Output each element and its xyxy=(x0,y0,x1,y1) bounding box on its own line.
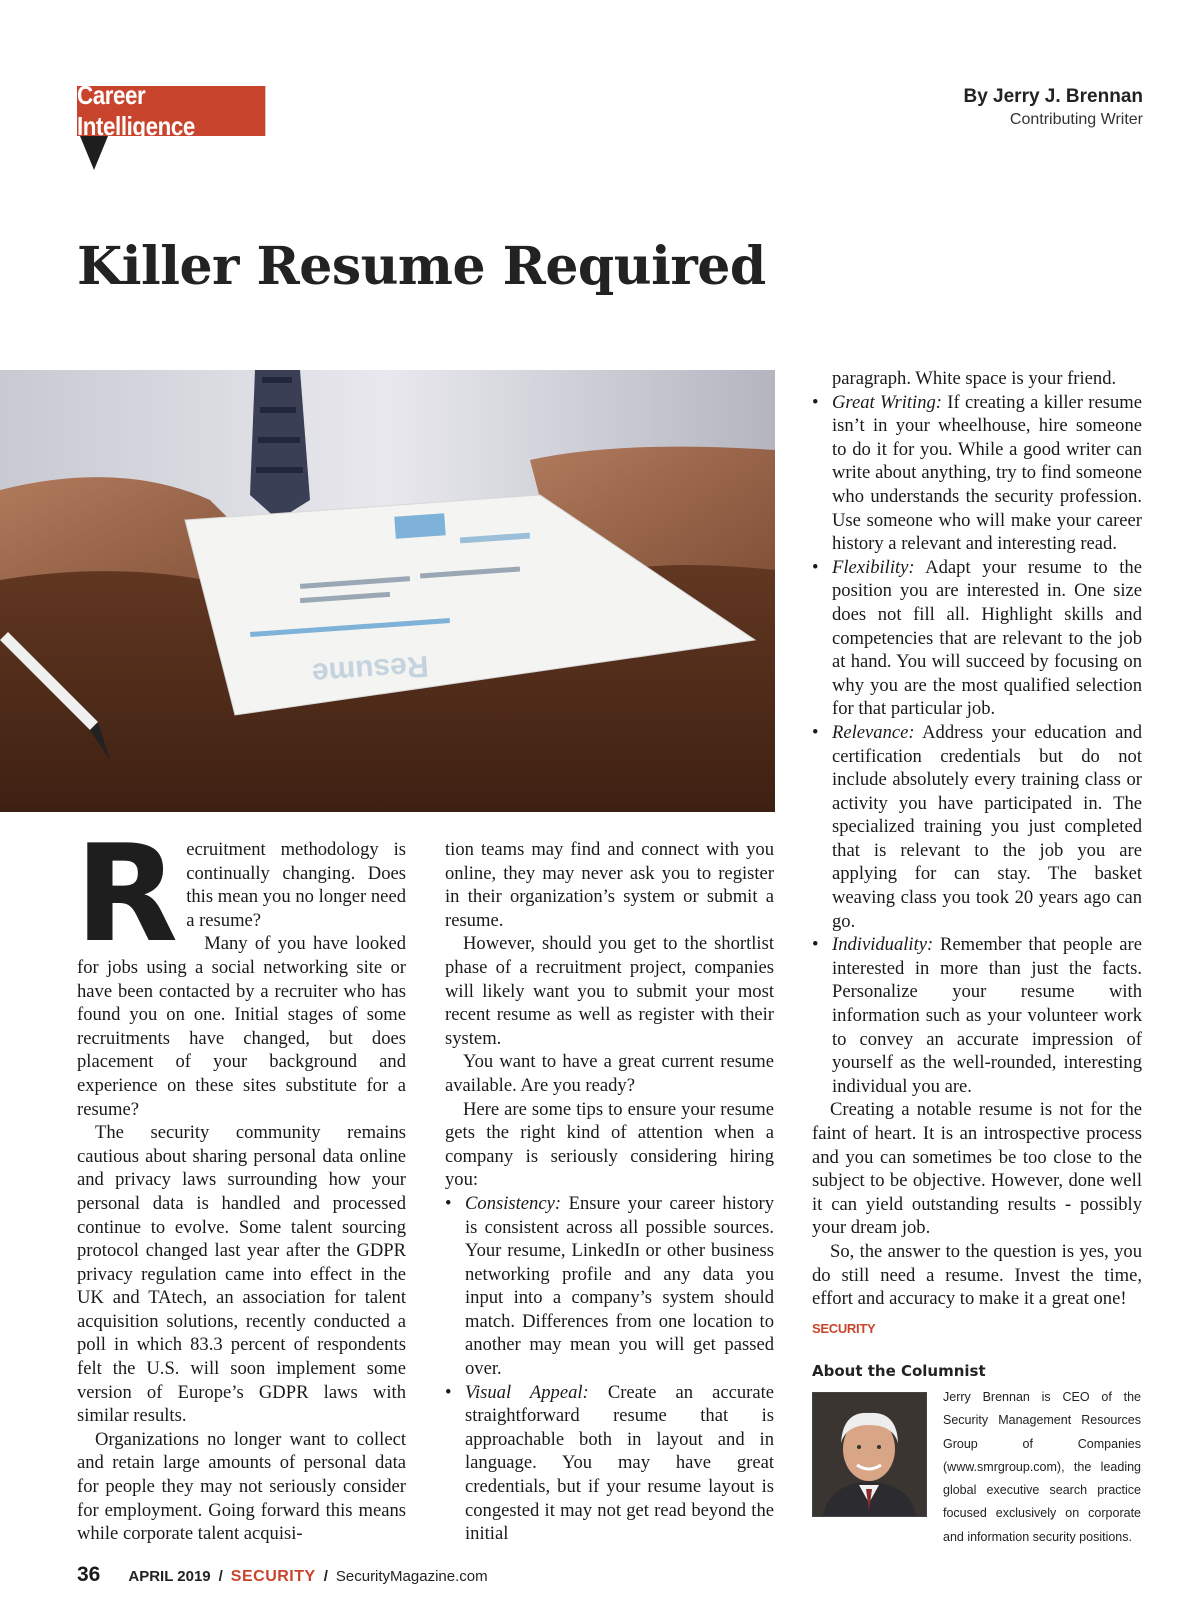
author-role: Contributing Writer xyxy=(1009,111,1143,128)
column-2 xyxy=(445,838,774,1546)
paragraph: paragraph. White space is your friend. xyxy=(832,368,1117,389)
paragraph: tion teams may find and connect with you online, they may never ask you to register in their organization’s system or submit a resume. xyxy=(445,839,774,931)
drop-cap: R xyxy=(75,816,179,972)
footer-separator: / xyxy=(218,1568,223,1585)
author-name: By Jerry J. Brennan xyxy=(963,86,1143,107)
article-title: Killer Resume Required xyxy=(77,236,766,297)
paragraph: Creating a notable resume is not for the faint of heart. It is an introspective process and you can sometimes be too close to the subject to be objective. However, done well it can yield outstanding results - possibly your dream job. xyxy=(812,1099,1142,1239)
paragraph: However, should you get to the shortlist phase of a recruitment project, companies will likely want you to submit your most recent resume as well as register with their system. xyxy=(445,933,774,1049)
paragraph: The security community remains cautious about sharing personal data online and privacy laws surrounding how your personal data is handled and processed continue to evolve. Some talent sourcing protocol changed last year after the GDPR privacy regulation came into effect in the UK and TAtech, an association for talent acquisition solutions, recently conducted a poll in which 83.3 percent of respondents felt the U.S. will soon implement some version of Europe’s GDPR laws with similar results. xyxy=(77,1122,406,1427)
about-columnist-text: Jerry Brennan is CEO of the Security Management Resources Group of Companies (www.smrgroup.com), the leading global executive search practice focused exclusively on corporate and information security positions. xyxy=(943,1390,1141,1544)
paragraph: Recruitment methodology is continually changing. Does this mean you no longer need a resume? xyxy=(75,816,406,972)
footer-separator: / xyxy=(323,1568,328,1585)
end-mark: SECURITY xyxy=(812,1320,876,1336)
bullet-icon: • xyxy=(812,391,819,413)
page-footer xyxy=(77,1563,488,1587)
magazine-brand: SECURITY xyxy=(230,1568,316,1585)
bullet-icon: • xyxy=(812,721,819,743)
bullet-icon: • xyxy=(812,934,819,956)
bullet-icon: • xyxy=(445,1381,452,1403)
section-tag-pointer xyxy=(80,136,108,170)
article-photo xyxy=(0,370,775,812)
tip-consistency: • Consistency: Ensure your career history is consistent across all possible sources. Your resume, LinkedIn or other business networking profile and any data you input into a company’s system should match. Differences from one location to another may mean you will get passed over. xyxy=(445,1192,774,1380)
tip-visual-appeal: • Visual Appeal: Create an accurate straightforward resume that is approachable both in layout and in language. You may have great credentials, but if your resume layout is congested it may not get read beyond the initial xyxy=(445,1381,774,1545)
about-columnist-title: About the Columnist xyxy=(812,1362,986,1380)
columnist-headshot xyxy=(812,1392,927,1517)
section-tag: Career Intelligence xyxy=(77,86,265,136)
tip-relevance: • Relevance: Address your education and certification credentials but do not include absolutely every training class or activity you have participated in. The specialized training you just completed that is relevant to the job you are applying for can stay. The basket weaving class you took 20 years ago can go. xyxy=(812,721,1142,932)
bullet-icon: • xyxy=(445,1192,452,1214)
tip-great-writing: • Great Writing: If creating a killer resume isn’t in your wheelhouse, hire someone to do it for you. While a good writer can write about anything, try to find someone who understands the security profession. Use someone who will make your career history a relevant and interesting read. xyxy=(812,391,1142,555)
column-1 xyxy=(75,816,406,1546)
issue-date: APRIL 2019 xyxy=(128,1568,211,1585)
bullet-icon: • xyxy=(812,556,819,578)
paragraph: Organizations no longer want to collect and retain large amounts of personal data for people they may not seriously consider for employment. Going forward this means while corporate talent acquisi- xyxy=(77,1428,406,1545)
paragraph: Here are some tips to ensure your resume gets the right kind of attention when a company is seriously considering hiring you: xyxy=(445,1098,774,1191)
tip-flexibility: • Flexibility: Adapt your resume to the position you are interested in. One size does not fill all. Highlight skills and competencies that are relevant to the job at hand. You will succeed by focusing on why you are the most qualified selection for that particular job. xyxy=(812,556,1142,720)
page-number: 36 xyxy=(77,1563,101,1586)
byline xyxy=(963,86,1143,129)
magazine-website: SecurityMagazine.com xyxy=(335,1568,488,1585)
photo-resume-heading: Resume xyxy=(310,648,430,691)
paragraph: Many of you have looked for jobs using a social networking site or have been contacted by a recruiter who has found you on one. Initial stages of some recruitments have changed, but does placement of your background and experience on these sites substitute for a resume? xyxy=(77,933,406,1120)
tip-individuality: • Individuality: Remember that people are interested in more than just the facts. Personalize your resume with information such as your volunteer work to convey an accurate impression of yourself as the well-rounded, interesting individual you are. xyxy=(812,934,1142,1097)
column-3 xyxy=(812,367,1142,1340)
paragraph: So, the answer to the question is yes, you do still need a resume. Invest the time, effort and accuracy to make it a great one! xyxy=(812,1240,1142,1310)
paragraph: You want to have a great current resume available. Are you ready? xyxy=(445,1051,774,1096)
